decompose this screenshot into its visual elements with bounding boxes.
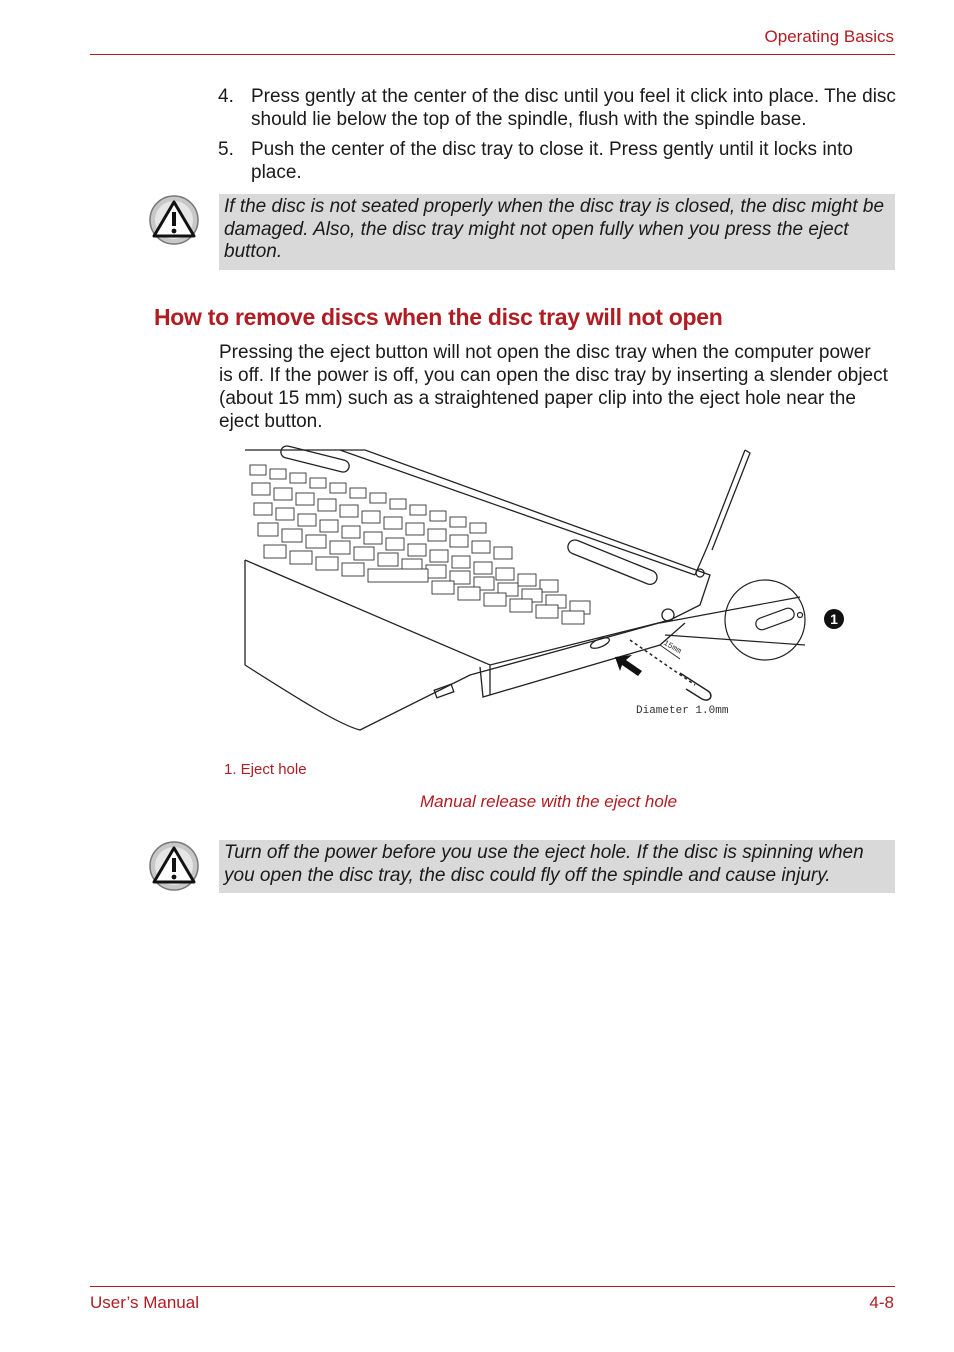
step-number: 5. bbox=[218, 139, 234, 160]
page-number: 4-8 bbox=[869, 1293, 894, 1312]
footer-rule bbox=[90, 1286, 895, 1287]
figure-legend: 1. Eject hole bbox=[224, 761, 307, 778]
steps-list bbox=[218, 85, 898, 191]
step-text: Push the center of the disc tray to close it. Press gently until it locks into place. bbox=[251, 139, 853, 183]
list-item bbox=[218, 138, 898, 184]
callout-number: 1 bbox=[830, 611, 838, 627]
laptop-eject-illustration bbox=[240, 445, 850, 735]
list-item bbox=[218, 85, 898, 131]
diameter-label: Diameter 1.0mm bbox=[636, 705, 729, 717]
figure-caption: Manual release with the eject hole bbox=[420, 792, 678, 811]
page-header-section: Operating Basics bbox=[764, 27, 894, 46]
footer-title: User’s Manual bbox=[90, 1293, 199, 1312]
step-number: 4. bbox=[218, 86, 234, 107]
header-rule bbox=[90, 54, 895, 55]
caution-note: If the disc is not seated properly when the disc tray is closed, the disc might be damaged. Also, the disc tray might not open fully when you press the eject button. bbox=[219, 194, 895, 270]
body-paragraph: Pressing the eject button will not open the disc tray when the computer power is off. If the power is off, you can open the disc tray by inserting a slender object (about 15 mm) such as a straightened paper clip into the eject hole near the eject button. bbox=[219, 342, 888, 432]
caution-icon bbox=[148, 194, 200, 246]
caution-icon bbox=[148, 840, 200, 892]
caution-note: Turn off the power before you use the eject hole. If the disc is spinning when you open the disc tray, the disc could fly off the spindle and cause injury. bbox=[219, 840, 895, 893]
length-label: 15mm bbox=[661, 638, 683, 657]
step-text: Press gently at the center of the disc until you feel it click into place. The disc should lie below the top of the spindle, flush with the spindle base. bbox=[251, 86, 896, 130]
section-heading: How to remove discs when the disc tray will not open bbox=[154, 304, 723, 330]
